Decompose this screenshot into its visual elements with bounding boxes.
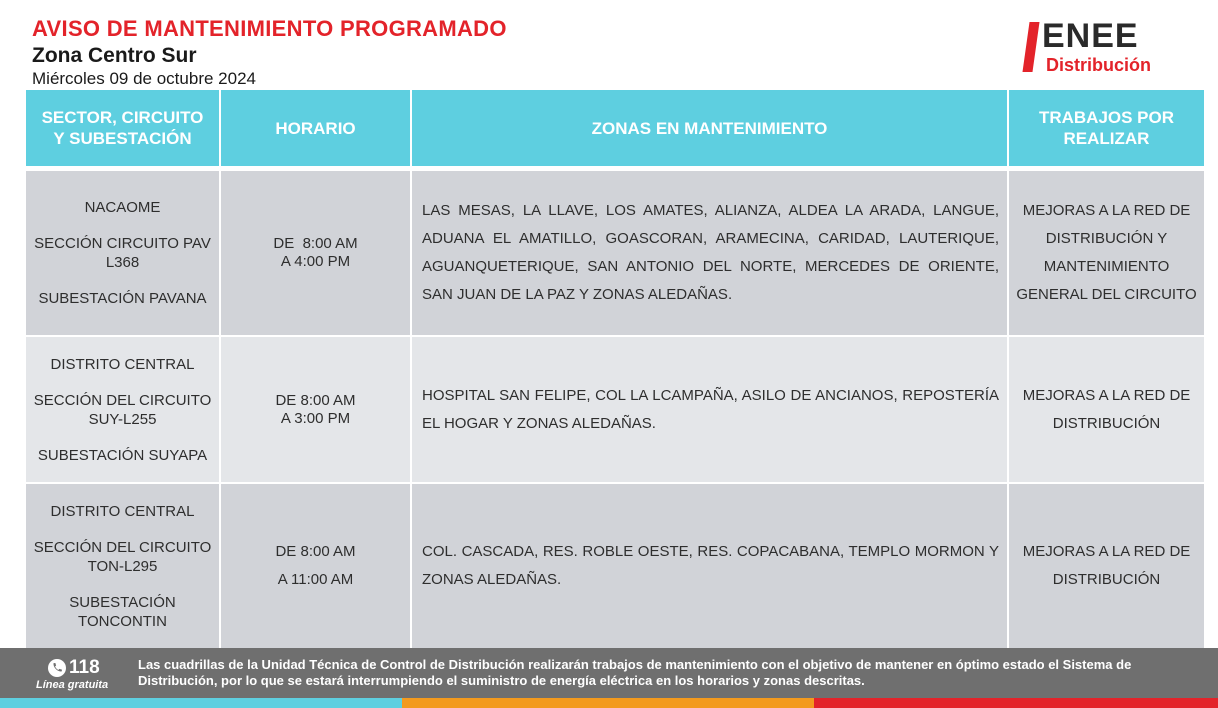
page-title: AVISO DE MANTENIMIENTO PROGRAMADO bbox=[32, 16, 507, 41]
hours-from: DE 8:00 AM bbox=[275, 391, 356, 409]
hours-from: DE 8:00 AM bbox=[273, 235, 358, 252]
hours-from: DE 8:00 AM bbox=[275, 543, 356, 560]
column-header-zones: ZONAS EN MANTENIMIENTO bbox=[412, 90, 1007, 166]
zone-name: Zona Centro Sur bbox=[32, 44, 197, 67]
notice-date: Miércoles 09 de octubre 2024 bbox=[32, 69, 256, 88]
table-row bbox=[26, 482, 1204, 648]
footer-notice: Las cuadrillas de la Unidad Técnica de Control de Distribución realizarán trabajos de mantenimiento con el objetivo de mantener en óptimo estado el Sistema de Distribución, por lo que se estará interrumpiendo el suministro de energía eléctrica en los horarios y zonas descritas. bbox=[138, 657, 1132, 688]
table-header-row bbox=[26, 90, 1204, 166]
circuit-name: SECCIÓN CIRCUITO PAV L368 bbox=[34, 235, 211, 271]
hours-cell bbox=[221, 335, 410, 482]
phone-label: Línea gratuita bbox=[36, 679, 109, 691]
hours-cell bbox=[221, 169, 410, 335]
hours-to: A 3:00 PM bbox=[280, 409, 351, 427]
sector-name: NACAOME bbox=[84, 199, 161, 216]
works-cell: MEJORAS A LA RED DE DISTRIBUCIÓN bbox=[1009, 335, 1204, 482]
works-cell: MEJORAS A LA RED DE DISTRIBUCIÓN Y MANTENIMIENTO GENERAL DEL CIRCUITO bbox=[1009, 169, 1204, 335]
hours-to: A 4:00 PM bbox=[280, 253, 351, 270]
zones-cell: HOSPITAL SAN FELIPE, COL LA LCAMPAÑA, ASILO DE ANCIANOS, REPOSTERÍA EL HOGAR Y ZONAS ALEDAÑAS. bbox=[412, 335, 1007, 482]
circuit-name: SECCIÓN DEL CIRCUITO TON-L295 bbox=[33, 538, 212, 575]
logo-mark bbox=[1022, 22, 1039, 72]
logo-brand: ENEE bbox=[1042, 17, 1139, 55]
circuit-name: SECCIÓN DEL CIRCUITO SUY-L255 bbox=[33, 391, 212, 428]
free-line bbox=[36, 656, 116, 692]
notice-header bbox=[32, 14, 932, 90]
phone-icon bbox=[48, 659, 66, 677]
column-header-sector: SECTOR, CIRCUITO Y SUBESTACIÓN bbox=[26, 90, 219, 166]
stripe-red bbox=[814, 698, 1218, 708]
sector-name: DISTRITO CENTRAL bbox=[50, 502, 195, 520]
substation-name: SUBESTACIÓN TONCONTIN bbox=[69, 593, 176, 630]
phone-number: 118 bbox=[69, 657, 100, 678]
enee-logo bbox=[1022, 18, 1198, 80]
hours-cell bbox=[221, 482, 410, 648]
footer-bar bbox=[0, 648, 1218, 698]
zones-cell: LAS MESAS, LA LLAVE, LOS AMATES, ALIANZA, ALDEA LA ARADA, LANGUE, ADUANA EL AMATILLO, GOASCORAN, ARAMECINA, CARIDAD, LAUTERIQUE, AGUANQUETERIQUE, SAN ANTONIO DEL NORTE, MERCEDES DE ORIENTE, SAN JUAN DE LA PAZ Y ZONAS ALEDAÑAS. bbox=[412, 169, 1007, 335]
zones-cell: COL. CASCADA, RES. ROBLE OESTE, RES. COPACABANA, TEMPLO MORMON Y ZONAS ALEDAÑAS. bbox=[412, 482, 1007, 648]
sector-cell bbox=[26, 335, 219, 482]
logo-subtitle: Distribución bbox=[1046, 55, 1152, 75]
works-cell: MEJORAS A LA RED DE DISTRIBUCIÓN bbox=[1009, 482, 1204, 648]
table-row bbox=[26, 335, 1204, 482]
sector-cell bbox=[26, 169, 219, 335]
substation-name: SUBESTACIÓN PAVANA bbox=[38, 290, 207, 307]
maintenance-table bbox=[24, 90, 1206, 648]
column-header-hours: HORARIO bbox=[221, 90, 410, 166]
sector-cell bbox=[26, 482, 219, 648]
hours-to: A 11:00 AM bbox=[277, 571, 354, 588]
sector-name: DISTRITO CENTRAL bbox=[50, 355, 195, 373]
column-header-works: TRABAJOS POR REALIZAR bbox=[1009, 90, 1204, 166]
table-row bbox=[26, 169, 1204, 335]
stripe-cyan bbox=[0, 698, 402, 708]
substation-name: SUBESTACIÓN SUYAPA bbox=[37, 446, 208, 464]
stripe-orange bbox=[402, 698, 814, 708]
